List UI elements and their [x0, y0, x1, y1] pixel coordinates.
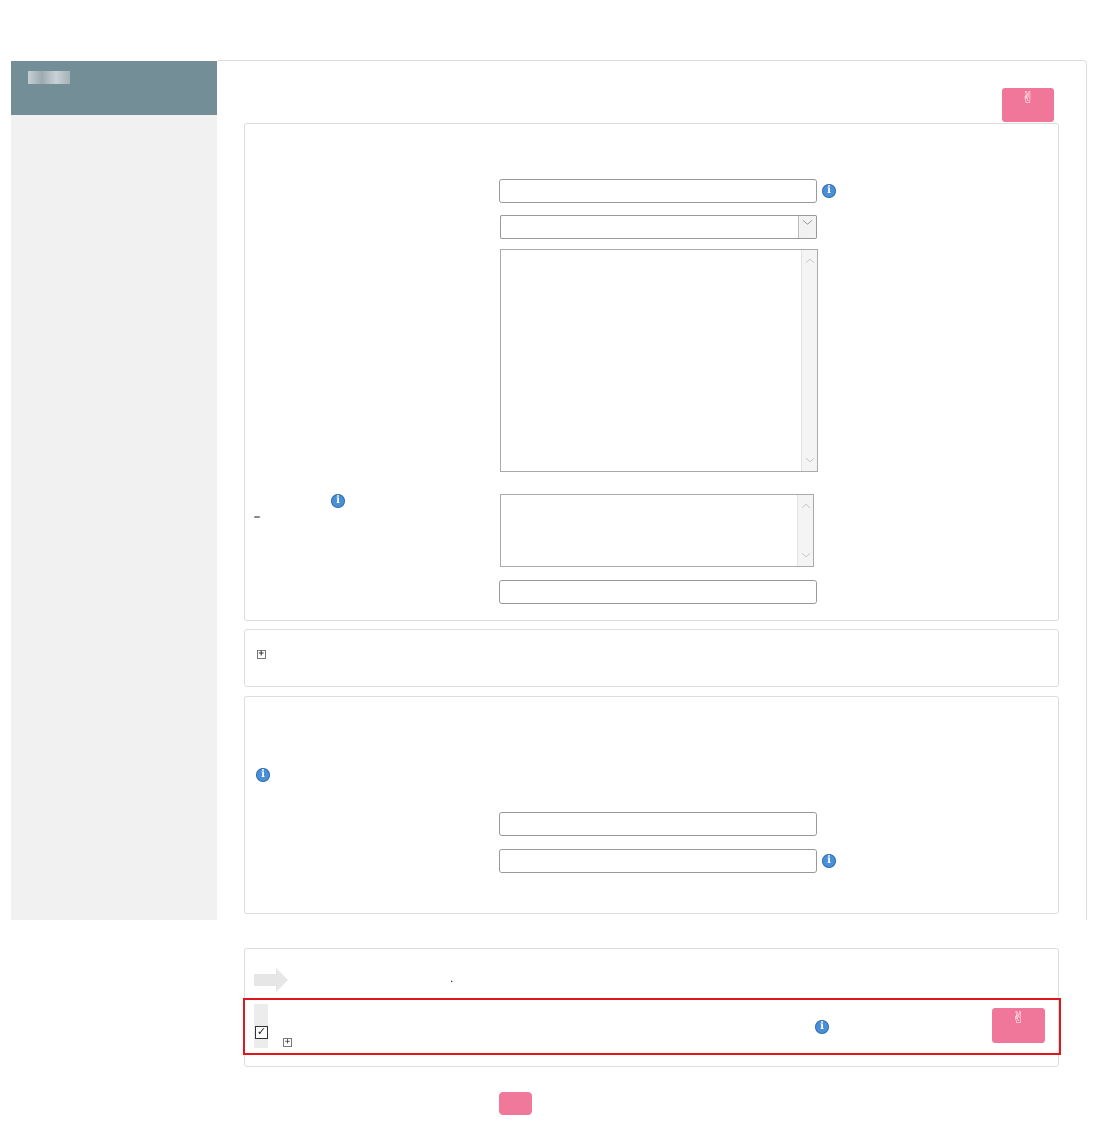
listbox-scrollbar[interactable]: [801, 250, 817, 471]
peace-hand-icon: ✌: [1021, 90, 1035, 107]
torn-edge-separator: [0, 906, 1097, 954]
payment-methods-intro: .: [450, 971, 454, 985]
shop-system-select[interactable]: [500, 215, 817, 239]
scroll-down-icon[interactable]: ﹀: [805, 458, 815, 468]
chevron-down-icon: ﹀: [798, 216, 816, 238]
account-holder-input[interactable]: [499, 812, 817, 836]
klarna-badge: [1002, 88, 1054, 122]
info-icon[interactable]: i: [815, 1020, 829, 1034]
scroll-down-icon[interactable]: ﹀: [801, 553, 811, 563]
subindustry-listbox[interactable]: [500, 249, 818, 472]
website-input[interactable]: [499, 580, 817, 604]
info-icon[interactable]: i: [256, 768, 270, 782]
sofort-checkbox[interactable]: ✓: [256, 1026, 267, 1038]
customer-number-redacted: [28, 71, 70, 84]
customer-panel: [11, 61, 217, 115]
scroll-up-icon[interactable]: ︿: [801, 499, 811, 509]
sidebar-nav: [11, 115, 217, 920]
address-toggle[interactable]: [257, 642, 268, 661]
info-icon[interactable]: i: [331, 494, 345, 508]
listbox-scrollbar[interactable]: [797, 495, 813, 566]
pay-now-badge: [992, 1008, 1045, 1043]
info-icon[interactable]: i: [822, 854, 836, 868]
expand-icon: +: [258, 649, 265, 659]
project-name-input[interactable]: [499, 179, 817, 203]
sofort-options-toggle[interactable]: [283, 1034, 294, 1048]
ctrl-key: [254, 516, 260, 518]
beta-countries-hint: [254, 510, 260, 521]
highlight-frame: [243, 998, 1061, 1055]
arrow-right-icon: [254, 968, 290, 992]
save-button[interactable]: [499, 1092, 532, 1115]
bank-account-section: [244, 696, 1059, 914]
peace-hand-icon: ✌: [1011, 1010, 1026, 1027]
scroll-up-icon[interactable]: ︿: [805, 254, 815, 264]
beta-countries-listbox[interactable]: [500, 494, 814, 567]
iban-input[interactable]: [499, 849, 817, 873]
expand-icon: +: [284, 1037, 291, 1047]
info-icon[interactable]: i: [822, 184, 836, 198]
address-section: [244, 629, 1059, 687]
